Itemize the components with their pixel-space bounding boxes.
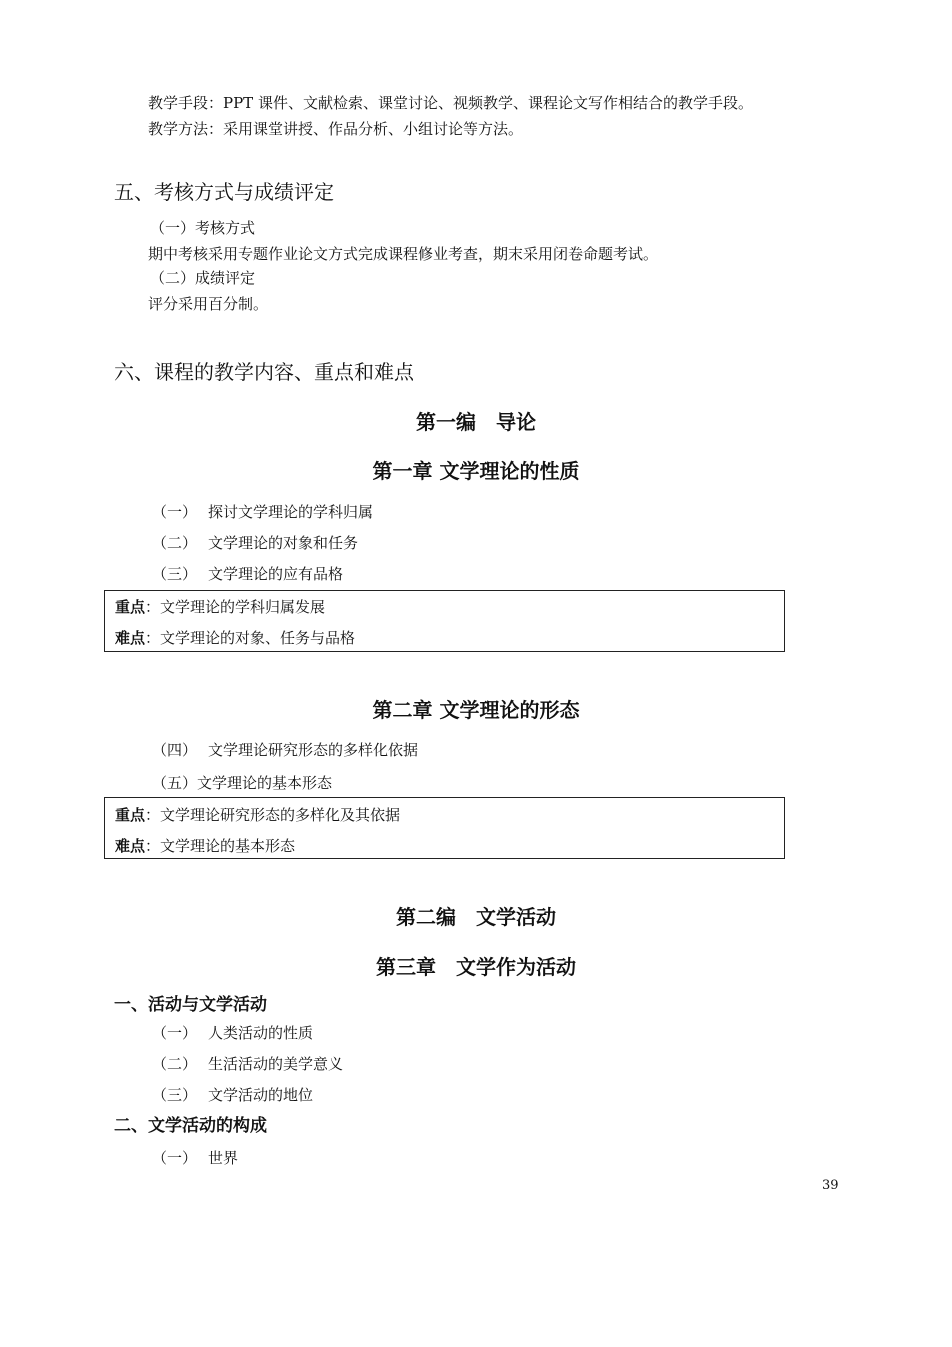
section5-heading: 五、考核方式与成绩评定 xyxy=(114,180,334,204)
difficulty-row xyxy=(115,836,295,856)
item-text: 文学活动的地位 xyxy=(208,1086,314,1104)
list-item xyxy=(152,1148,238,1168)
chapter3-sec2-heading: 二、文学活动的构成 xyxy=(114,1116,267,1136)
key-point-label: 重点 xyxy=(115,598,146,616)
difficulty-row xyxy=(115,628,355,648)
key-point-row xyxy=(115,805,400,825)
item-number: （二） xyxy=(152,534,198,552)
item-text: 生活活动的美学意义 xyxy=(208,1055,344,1073)
item-number: （四） xyxy=(152,741,198,759)
difficulty-text: ：文学理论的基本形态 xyxy=(145,837,296,855)
list-item xyxy=(152,1054,343,1074)
item-text: 人类活动的性质 xyxy=(208,1024,314,1042)
difficulty-text: ：文学理论的对象、任务与品格 xyxy=(145,629,356,647)
key-point-text: ：文学理论研究形态的多样化及其依据 xyxy=(145,806,401,824)
key-point-text: ：文学理论的学科归属发展 xyxy=(145,598,326,616)
section5-sub2-heading: （二）成绩评定 xyxy=(150,269,256,287)
item-text: 文学理论研究形态的多样化依据 xyxy=(208,741,419,759)
key-point-label: 重点 xyxy=(115,806,146,824)
chapter1-title: 第一章 文学理论的性质 xyxy=(372,459,580,483)
item-number: （一） xyxy=(152,1149,198,1167)
list-item xyxy=(152,564,343,584)
list-item xyxy=(152,1085,313,1105)
section5-sub2-text: 评分采用百分制。 xyxy=(148,295,269,313)
list-item xyxy=(152,533,358,553)
item-text: 探讨文学理论的学科归属 xyxy=(208,503,374,521)
list-item xyxy=(152,773,332,793)
item-number: （三） xyxy=(152,565,198,583)
item-text: 世界 xyxy=(208,1149,239,1167)
section5-sub1-heading: （一）考核方式 xyxy=(150,219,256,237)
chapter1-key-points-box xyxy=(104,590,785,652)
item-number: （二） xyxy=(152,1055,198,1073)
chapter3-title: 第三章 文学作为活动 xyxy=(376,955,576,979)
item-number: （三） xyxy=(152,1086,198,1104)
chapter2-title: 第二章 文学理论的形态 xyxy=(372,698,580,722)
part2-title: 第二编 文学活动 xyxy=(396,905,556,929)
difficulty-label: 难点 xyxy=(115,837,146,855)
teaching-methods-line: 教学方法：采用课堂讲授、作品分析、小组讨论等方法。 xyxy=(148,120,524,138)
item-number: （五） xyxy=(152,774,198,792)
list-item xyxy=(152,502,373,522)
list-item xyxy=(152,1023,313,1043)
teaching-means-line: 教学手段：PPT 课件、文献检索、课堂讨论、视频教学、课程论文写作相结合的教学手段。 xyxy=(148,94,753,112)
item-text: 文学理论的应有品格 xyxy=(208,565,344,583)
section6-heading: 六、课程的教学内容、重点和难点 xyxy=(114,360,414,384)
chapter2-key-points-box xyxy=(104,797,785,859)
key-point-row xyxy=(115,597,325,617)
item-number: （一） xyxy=(152,1024,198,1042)
item-text: 文学理论的对象和任务 xyxy=(208,534,359,552)
page-number: 39 xyxy=(822,1178,839,1193)
part1-title: 第一编 导论 xyxy=(416,410,536,434)
item-text: 文学理论的基本形态 xyxy=(197,774,333,792)
chapter3-sec1-heading: 一、活动与文学活动 xyxy=(114,995,267,1015)
item-number: （一） xyxy=(152,503,198,521)
section5-sub1-text: 期中考核采用专题作业论文方式完成课程修业考查，期末采用闭卷命题考试。 xyxy=(148,245,659,263)
list-item xyxy=(152,740,418,760)
difficulty-label: 难点 xyxy=(115,629,146,647)
